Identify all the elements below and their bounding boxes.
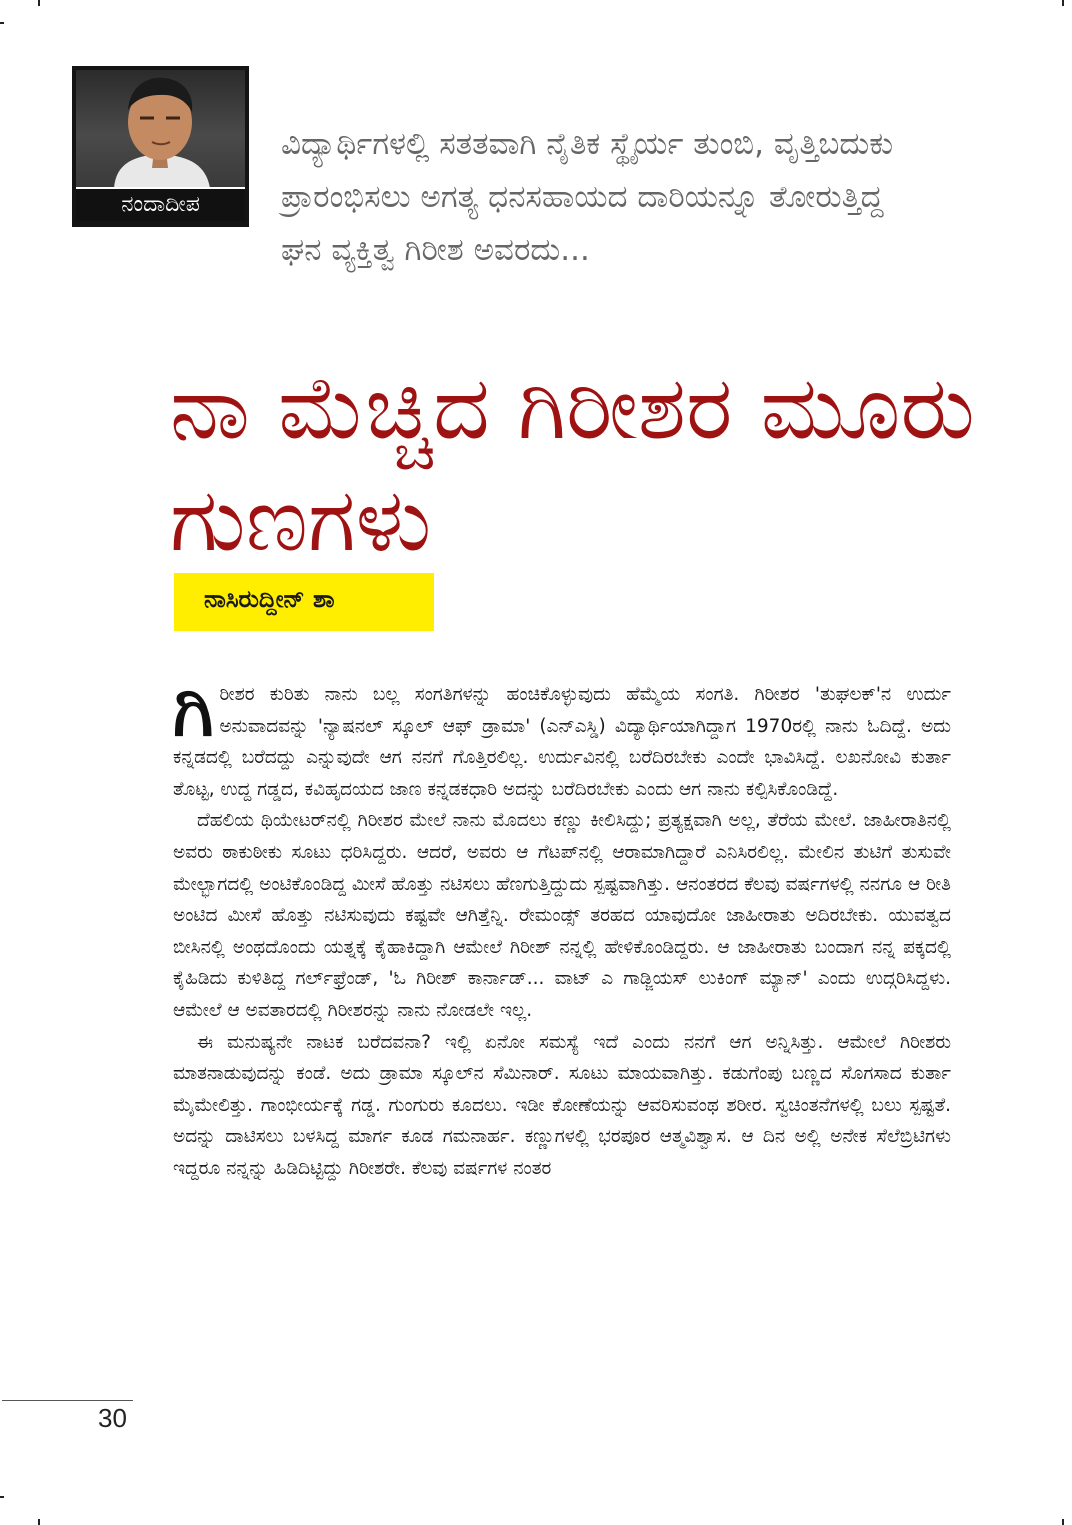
author-box (174, 573, 434, 631)
paragraph-1-text: ರೀಶರ ಕುರಿತು ನಾನು ಬಲ್ಲ ಸಂಗತಿಗಳನ್ನು ಹಂಚಿಕೊಳ್ಳುವುದು ಹೆಮ್ಮೆಯ ಸಂಗತಿ. ಗಿರೀಶರ 'ತುಘಲಕ್'ನ ಉರ್ದು ಅನುವಾದವನ್ನು 'ನ್ಯಾಷನಲ್ ಸ್ಕೂಲ್ ಆಫ್ ಡ್ರಾಮಾ' (ಎನ್ಎಸ್ಡಿ) ವಿದ್ಯಾರ್ಥಿಯಾಗಿದ್ದಾಗ 1970ರಲ್ಲಿ ನಾನು ಓದಿದ್ದೆ. ಅದು ಕನ್ನಡದಲ್ಲಿ ಬರೆದದ್ದು ಎನ್ನುವುದೇ ಆಗ ನನಗೆ ಗೊತ್ತಿರಲಿಲ್ಲ. ಉರ್ದುವಿನಲ್ಲಿ ಬರೆದಿರಬೇಕು ಎಂದೇ ಭಾವಿಸಿದ್ದೆ. ಲಖನೋವಿ ಕುರ್ತಾ ತೊಟ್ಟ, ಉದ್ದ ಗಡ್ಡದ, ಕವಿಹೃದಯದ ಜಾಣ ಕನ್ನಡಕಧಾರಿ ಅದನ್ನು ಬರೆದಿರಬೇಕು ಎಂದು ಆಗ ನಾನು ಕಲ್ಪಿಸಿಕೊಂಡಿದ್ದೆ. (173, 684, 951, 800)
footer-rule (2, 1400, 133, 1401)
crop-mark (38, 0, 40, 6)
intro-text: ವಿದ್ಯಾರ್ಥಿಗಳಲ್ಲಿ ಸತತವಾಗಿ ನೈತಿಕ ಸ್ಥೈರ್ಯ ತುಂಬಿ, ವೃತ್ತಿಬದುಕು ಪ್ರಾರಂಭಿಸಲು ಅಗತ್ಯ ಧನಸಹಾಯದ ದಾರಿಯನ್ನೂ ತೋರುತ್ತಿದ್ದ ಘನ ವ್ಯಕ್ತಿತ್ವ ಗಿರೀಶ ಅವರದು... (281, 126, 894, 268)
columnist-photo (72, 66, 249, 227)
crop-mark (1062, 1519, 1064, 1525)
paragraph-2: ದೆಹಲಿಯ ಥಿಯೇಟರ್‌ನಲ್ಲಿ ಗಿರೀಶರ ಮೇಲೆ ನಾನು ಮೊದಲು ಕಣ್ಣು ಕೀಲಿಸಿದ್ದು; ಪ್ರತ್ಯಕ್ಷವಾಗಿ ಅಲ್ಲ, ತೆರೆಯ ಮೇಲೆ. ಜಾಹೀರಾತಿನಲ್ಲಿ ಅವರು ಠಾಕುಠೀಕು ಸೂಟು ಧರಿಸಿದ್ದರು. ಆದರೆ, ಅವರು ಆ ಗೆಟಪ್‌ನಲ್ಲಿ ಆರಾಮಾಗಿದ್ದಾರೆ ಎನಿಸಿರಲಿಲ್ಲ. ಮೇಲಿನ ತುಟಿಗೆ ತುಸುವೇ ಮೇಲ್ಭಾಗದಲ್ಲಿ ಅಂಟಿಕೊಂಡಿದ್ದ ಮೀಸೆ ಹೊತ್ತು ನಟಿಸಲು ಹೆಣಗುತ್ತಿದ್ದುದು ಸ್ಪಷ್ಟವಾಗಿತ್ತು. ಆನಂತರದ ಕೆಲವು ವರ್ಷಗಳಲ್ಲಿ ನನಗೂ ಆ ರೀತಿ ಅಂಟಿದ ಮೀಸೆ ಹೊತ್ತು ನಟಿಸುವುದು ಕಷ್ಟವೇ ಆಗಿತ್ತೆನ್ನಿ. ರೇಮಂಡ್ಸ್ ತರಹದ ಯಾವುದೋ ಜಾಹೀರಾತು ಅದಿರಬೇಕು. ಯುವತ್ವದ ಬೀಸಿನಲ್ಲಿ ಅಂಥದೊಂದು ಯತ್ನಕ್ಕೆ ಕೈಹಾಕಿದ್ದಾಗಿ ಆಮೇಲೆ ಗಿರೀಶ್ ನನ್ನಲ್ಲಿ ಹೇಳಿಕೊಂಡಿದ್ದರು. ಆ ಜಾಹೀರಾತು ಬಂದಾಗ ನನ್ನ ಪಕ್ಕದಲ್ಲಿ ಕೈಹಿಡಿದು ಕುಳಿತಿದ್ದ ಗರ್ಲ್‌ಫ್ರೆಂಡ್, 'ಓ ಗಿರೀಶ್ ಕಾರ್ನಾಡ್... ವಾಟ್ ಎ ಗಾಡ್ಜಿಯಸ್ ಲುಕಿಂಗ್ ಮ್ಯಾನ್' ಎಂದು ಉದ್ಗರಿಸಿದ್ದಳು. ಆಮೇಲೆ ಆ ಅವತಾರದಲ್ಲಿ ಗಿರೀಶರನ್ನು ನಾನು ನೋಡಲೇ ಇಲ್ಲ. (173, 810, 951, 1021)
column-label: ನಂದಾದೀಪ (76, 187, 245, 221)
crop-mark (38, 1519, 40, 1525)
paragraph-3: ಈ ಮನುಷ್ಯನೇ ನಾಟಕ ಬರೆದವನಾ? ಇಲ್ಲಿ ಏನೋ ಸಮಸ್ಯೆ ಇದೆ ಎಂದು ನನಗೆ ಆಗ ಅನ್ನಿಸಿತ್ತು. ಆಮೇಲೆ ಗಿರೀಶರು ಮಾತನಾಡುವುದನ್ನು ಕಂಡೆ. ಅದು ಡ್ರಾಮಾ ಸ್ಕೂಲ್‌ನ ಸೆಮಿನಾರ್. ಸೂಟು ಮಾಯವಾಗಿತ್ತು. ಕಡುಗೆಂಪು ಬಣ್ಣದ ಸೊಗಸಾದ ಕುರ್ತಾ ಮೈಮೇಲಿತ್ತು. ಗಾಂಭೀರ್ಯಕ್ಕೆ ಗಡ್ಡ. ಗುಂಗುರು ಕೂದಲು. ಇಡೀ ಕೋಣೆಯನ್ನು ಆವರಿಸುವಂಥ ಶರೀರ. ಸ್ವಚಿಂತನೆಗಳಲ್ಲಿ ಬಲು ಸ್ಪಷ್ಟತೆ. ಅದನ್ನು ದಾಟಿಸಲು ಬಳಸಿದ್ದ ಮಾರ್ಗ ಕೂಡ ಗಮನಾರ್ಹ. ಕಣ್ಣುಗಳಲ್ಲಿ ಭರಪೂರ ಆತ್ಮವಿಶ್ವಾಸ. ಆ ದಿನ ಅಲ್ಲಿ ಅನೇಕ ಸೆಲೆಬ್ರಿಟಿಗಳು ಇದ್ದರೂ ನನ್ನನ್ನು ಹಿಡಿದಿಟ್ಟಿದ್ದು ಗಿರೀಶರೇ. ಕೆಲವು ವರ್ಷಗಳ ನಂತರ (173, 1031, 951, 1179)
crop-mark (0, 1496, 4, 1498)
drop-cap: ಗಿ (173, 667, 214, 753)
portrait-illustration (76, 70, 245, 188)
author-name: ನಾಸಿರುದ್ದೀನ್ ಶಾ (204, 585, 335, 613)
crop-mark (1062, 0, 1064, 6)
crop-mark (0, 22, 4, 24)
article-headline: ನಾ ಮೆಚ್ಚಿದ ಗಿರೀಶರ ಮೂರು ಗುಣಗಳು (170, 356, 975, 571)
article-body (173, 667, 951, 1185)
page-number: 30 (98, 1403, 127, 1433)
paragraph-1 (173, 667, 951, 805)
